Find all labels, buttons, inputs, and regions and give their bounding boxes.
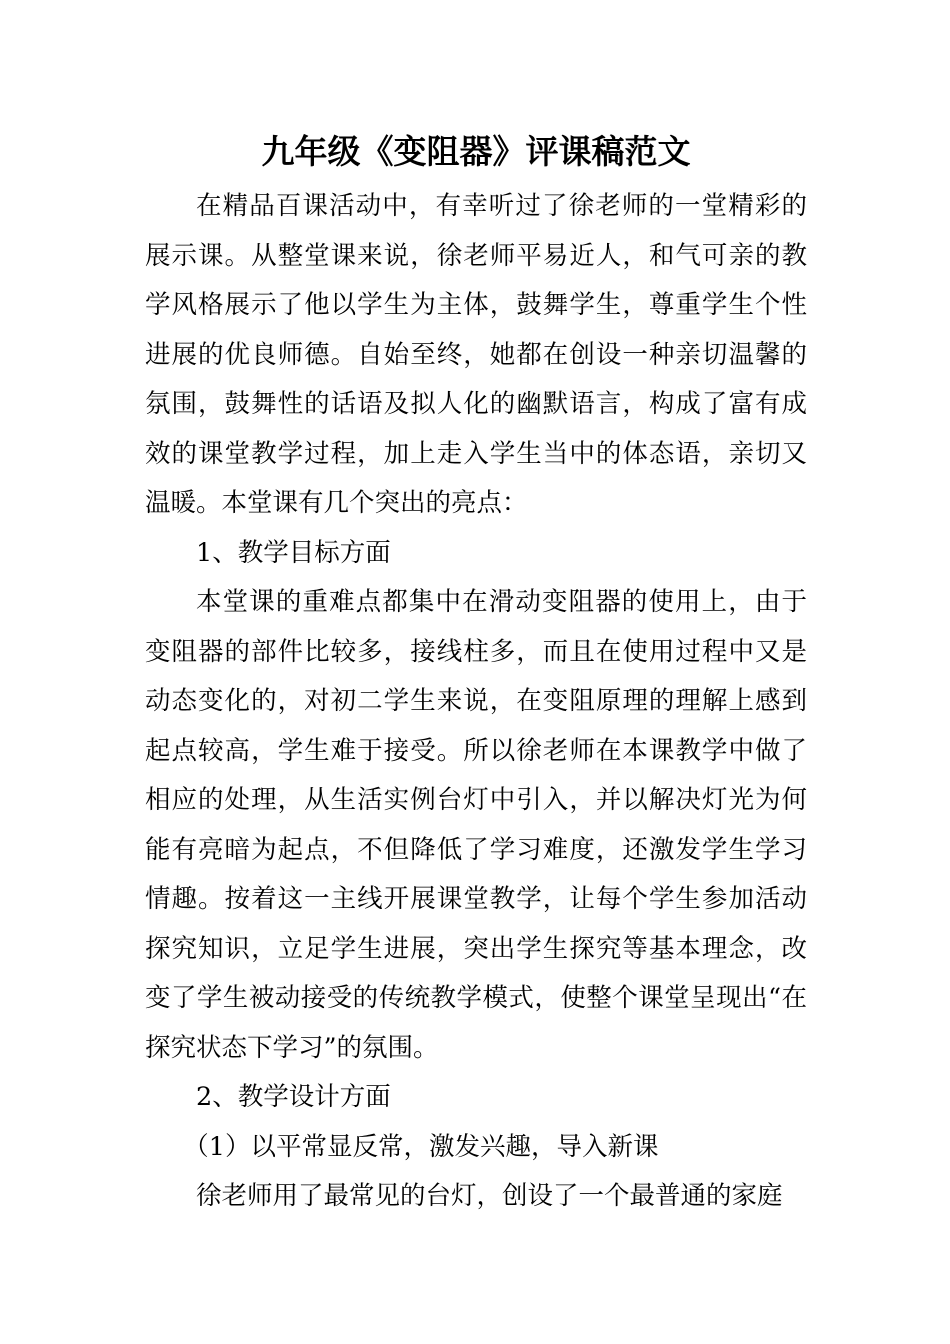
subsection-heading-introduction: （1）以平常显反常，激发兴趣，导入新课 (183, 1131, 659, 1162)
document-title: 九年级《变阻器》评课稿范文 (261, 132, 691, 171)
document-body (145, 122, 807, 1222)
paragraph-introduction: 徐老师用了最常见的台灯，创设了一个最普通的家庭 (196, 1181, 783, 1211)
section-heading-teaching-goals: 1、教学目标方面 (196, 537, 391, 568)
paragraph-intro: 在精品百课活动中，有幸听过了徐老师的一堂精彩的展示课。从整堂课来说，徐老师平易近人，和气可亲的教学风格展示了他以学生为主体，鼓舞学生，尊重学生个性进展的优良师德。自始至终，她都在创设一种亲切温馨的氛围，鼓舞性的话语及拟人化的幽默语言，构成了富有成效的课堂教学过程，加上走入学生当中的体态语，亲切又温暖。本堂课有几个突出的亮点： (145, 191, 807, 518)
section-heading-teaching-design: 2、教学设计方面 (196, 1082, 391, 1112)
paragraph-teaching-goals: 本堂课的重难点都集中在滑动变阻器的使用上，由于变阻器的部件比较多，接线柱多，而且在使用过程中又是动态变化的，对初二学生来说，在变阻原理的理解上感到起点较高，学生难于接受。所以徐老师在本课教学中做了相应的处理，从生活实例台灯中引入，并以解决灯光为何能有亮暗为起点，不但降低了学习难度，还激发学生学习情趣。按着这一主线开展课堂教学，让每个学生参加活动探究知识，立足学生进展，突出学生探究等基本理念，改变了学生被动接受的传统教学模式，使整个课堂呈现出“在探究状态下学习”的氛围。 (145, 587, 807, 1063)
